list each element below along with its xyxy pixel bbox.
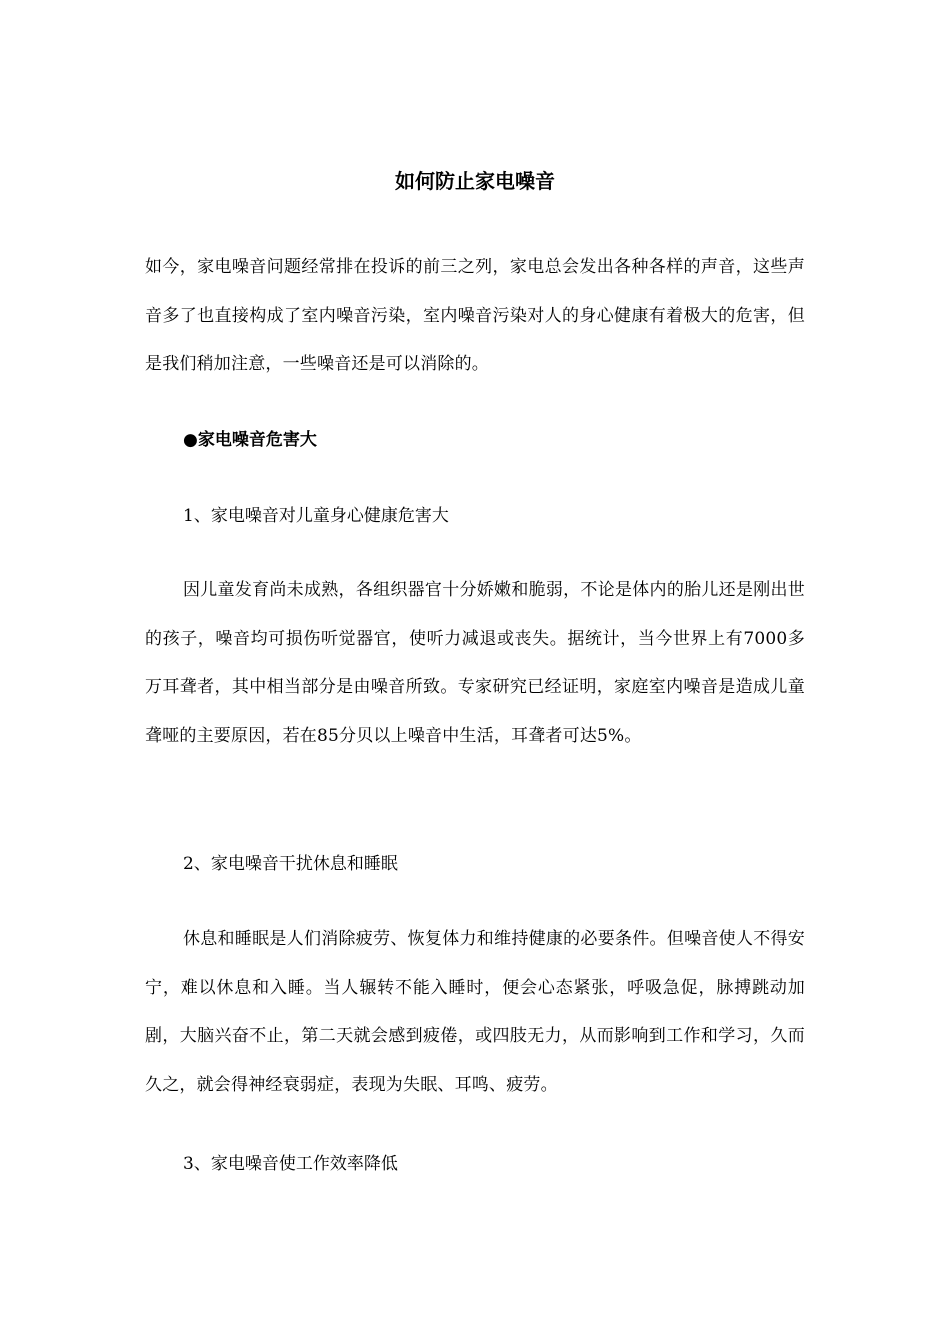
item-2-heading: 2、家电噪音干扰休息和睡眠 <box>183 854 398 874</box>
document-title: 如何防止家电噪音 <box>395 169 555 194</box>
item-3-heading: 3、家电噪音使工作效率降低 <box>183 1154 398 1174</box>
section-heading: ●家电噪音危害大 <box>183 430 317 450</box>
item-2-body: 休息和睡眠是人们消除疲劳、恢复体力和维持健康的必要条件。但噪音使人不得安宁，难以休息和入睡。当人辗转不能入睡时，便会心态紧张，呼吸急促，脉搏跳动加剧，大脑兴奋不止，第二天就会感到疲倦，或四肢无力，从而影响到工作和学习，久而久之，就会得神经衰弱症，表现为失眠、耳鸣、疲劳。 <box>145 929 805 1095</box>
intro-paragraph: 如今，家电噪音问题经常排在投诉的前三之列，家电总会发出各种各样的声音，这些声音多了也直接构成了室内噪音污染，室内噪音污染对人的身心健康有着极大的危害，但是我们稍加注意，一些噪音还是可以消除的。 <box>145 257 805 374</box>
item-1-heading: 1、家电噪音对儿童身心健康危害大 <box>183 506 449 526</box>
item-1-body: 因儿童发育尚未成熟，各组织器官十分娇嫩和脆弱，不论是体内的胎儿还是刚出世的孩子，噪音均可损伤听觉器官，使听力减退或丧失。据统计，当今世界上有7000多万耳聋者，其中相当部分是由噪音所致。专家研究已经证明，家庭室内噪音是造成儿童聋哑的主要原因，若在85分贝以上噪音中生活，耳聋者可达5%。 <box>145 580 805 746</box>
